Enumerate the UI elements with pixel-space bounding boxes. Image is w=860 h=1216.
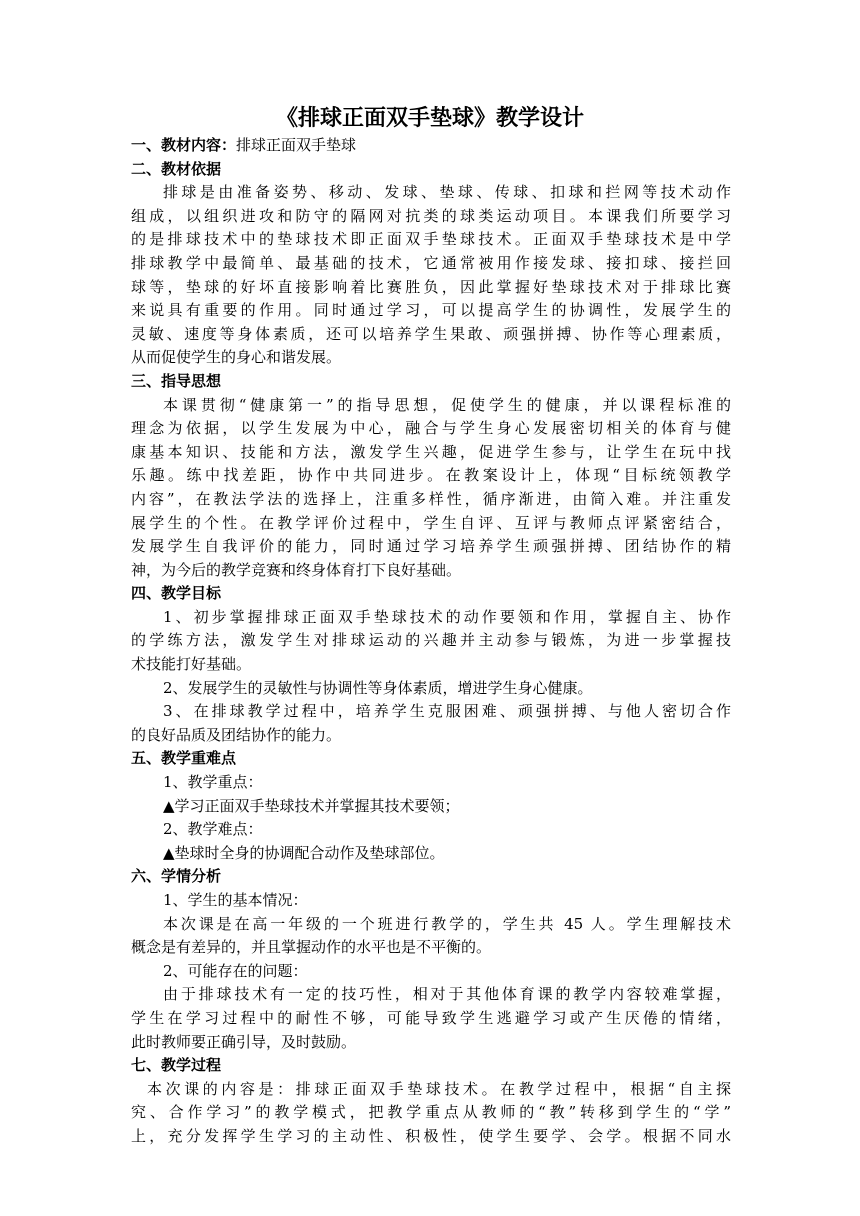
paragraph-line: 排球教学中最简单、最基础的技术，它通常被用作接发球、接扣球、接拦回 (131, 253, 731, 272)
section-1-heading: 一、教材内容： (131, 136, 237, 154)
paragraph-line: 内容”，在教法学法的选择上，注重多样性，循序渐进，由简入难。并注重发 (131, 489, 731, 508)
paragraph-line: 上，充分发挥学生学习的主动性、积极性，使学生要学、会学。根据不同水 (131, 1126, 731, 1145)
paragraph-line: 从而促使学生的身心和谐发展。 (131, 348, 342, 367)
paragraph-line: ▲垫球时全身的协调配合动作及垫球部位。 (163, 843, 445, 862)
paragraph-line: 灵敏、速度等身体素质，还可以培养学生果敢、顽强拼搏、协作等心理素质， (131, 324, 731, 343)
paragraph-line: 2、发展学生的灵敏性与协调性等身体素质，增进学生身心健康。 (163, 678, 593, 697)
paragraph-line: 的学练方法，激发学生对排球运动的兴趣并主动参与锻炼，为进一步掌握技 (131, 631, 731, 650)
section-7-heading: 七、教学过程 (131, 1056, 222, 1075)
paragraph-line: 发展学生自我评价的能力，同时通过学习培养学生顽强拼搏、团结协作的精 (131, 537, 731, 556)
paragraph-line: 展学生的个性。在教学评价过程中，学生自评、互评与教师点评紧密结合， (131, 513, 731, 532)
paragraph-line: 理念为依据，以学生发展为中心，融合与学生身心发展密切相关的体育与健 (131, 419, 731, 438)
paragraph-line: 本次课是在高一年级的一个班进行教学的，学生共 45 人。学生理解技术 (163, 914, 731, 933)
document-body (131, 134, 731, 1149)
paragraph-line: 来说具有重要的作用。同时通过学习，可以提高学生的协调性，发展学生的 (131, 301, 731, 320)
section-1 (131, 134, 731, 158)
document-title: 《排球正面双手垫球》教学设计 (275, 106, 584, 131)
section-4-heading: 四、教学目标 (131, 584, 222, 603)
paragraph-line: 究、合作学习”的教学模式，把教学重点从教师的“教”转移到学生的“学” (131, 1103, 731, 1122)
section-3-heading: 三、指导思想 (131, 371, 222, 390)
paragraph-line: 的是排球技术中的垫球技术即正面双手垫球技术。正面双手垫球技术是中学 (131, 230, 731, 249)
paragraph-line: ▲学习正面双手垫球技术并掌握其技术要领； (163, 796, 460, 815)
paragraph-line: 神，为今后的教学竞赛和终身体育打下良好基础。 (131, 560, 462, 579)
paragraph-line: 排球是由准备姿势、移动、发球、垫球、传球、扣球和拦网等技术动作 (163, 183, 731, 202)
paragraph-line: 1、学生的基本情况： (163, 891, 308, 909)
paragraph-line: 由于排球技术有一定的技巧性，相对于其他体育课的教学内容较难掌握， (163, 985, 731, 1004)
paragraph-line: 1、教学重点： (163, 773, 263, 792)
paragraph-line: 组成，以组织进攻和防守的隔网对抗类的球类运动项目。本课我们所要学习 (131, 206, 731, 225)
paragraph-line: 球等，垫球的好坏直接影响着比赛胜负，因此掌握好垫球技术对于排球比赛 (131, 277, 731, 296)
paragraph-line: 本次课的内容是：排球正面双手垫球技术。在教学过程中，根据“自主探 (147, 1079, 731, 1098)
section-5-heading: 五、教学重难点 (131, 749, 237, 768)
section-2-heading: 二、教材依据 (131, 159, 222, 178)
paragraph-line: 的良好品质及团结协作的能力。 (131, 725, 342, 744)
paragraph-line: 2、教学难点： (163, 820, 263, 839)
paragraph-line: 乐趣。练中找差距，协作中共同进步。在教案设计上，体现“目标统领教学 (131, 466, 731, 485)
section-6-heading: 六、学情分析 (131, 867, 222, 886)
paragraph-line: 术技能打好基础。 (131, 655, 252, 674)
section-1-text: 排球正面双手垫球 (236, 136, 357, 154)
paragraph-line: 2、可能存在的问题： (163, 961, 308, 980)
paragraph-line: 本课贯彻“健康第一”的指导思想，促使学生的健康，并以课程标准的 (163, 395, 731, 414)
paragraph-line: 1、初步掌握排球正面双手垫球技术的动作要领和作用，掌握自主、协作 (163, 607, 731, 626)
paragraph-line: 此时教师要正确引导，及时鼓励。 (131, 1032, 357, 1051)
paragraph-line: 康基本知识、技能和方法，激发学生兴趣，促进学生参与，让学生在玩中找 (131, 442, 731, 461)
paragraph-line: 概念是有差异的，并且掌握动作的水平也是不平衡的。 (131, 938, 492, 957)
paragraph-line: 学生在学习过程中的耐性不够，可能导致学生逃避学习或产生厌倦的情绪， (131, 1008, 731, 1027)
paragraph-line: 3、在排球教学过程中，培养学生克服困难、顽强拼搏、与他人密切合作 (163, 702, 731, 721)
